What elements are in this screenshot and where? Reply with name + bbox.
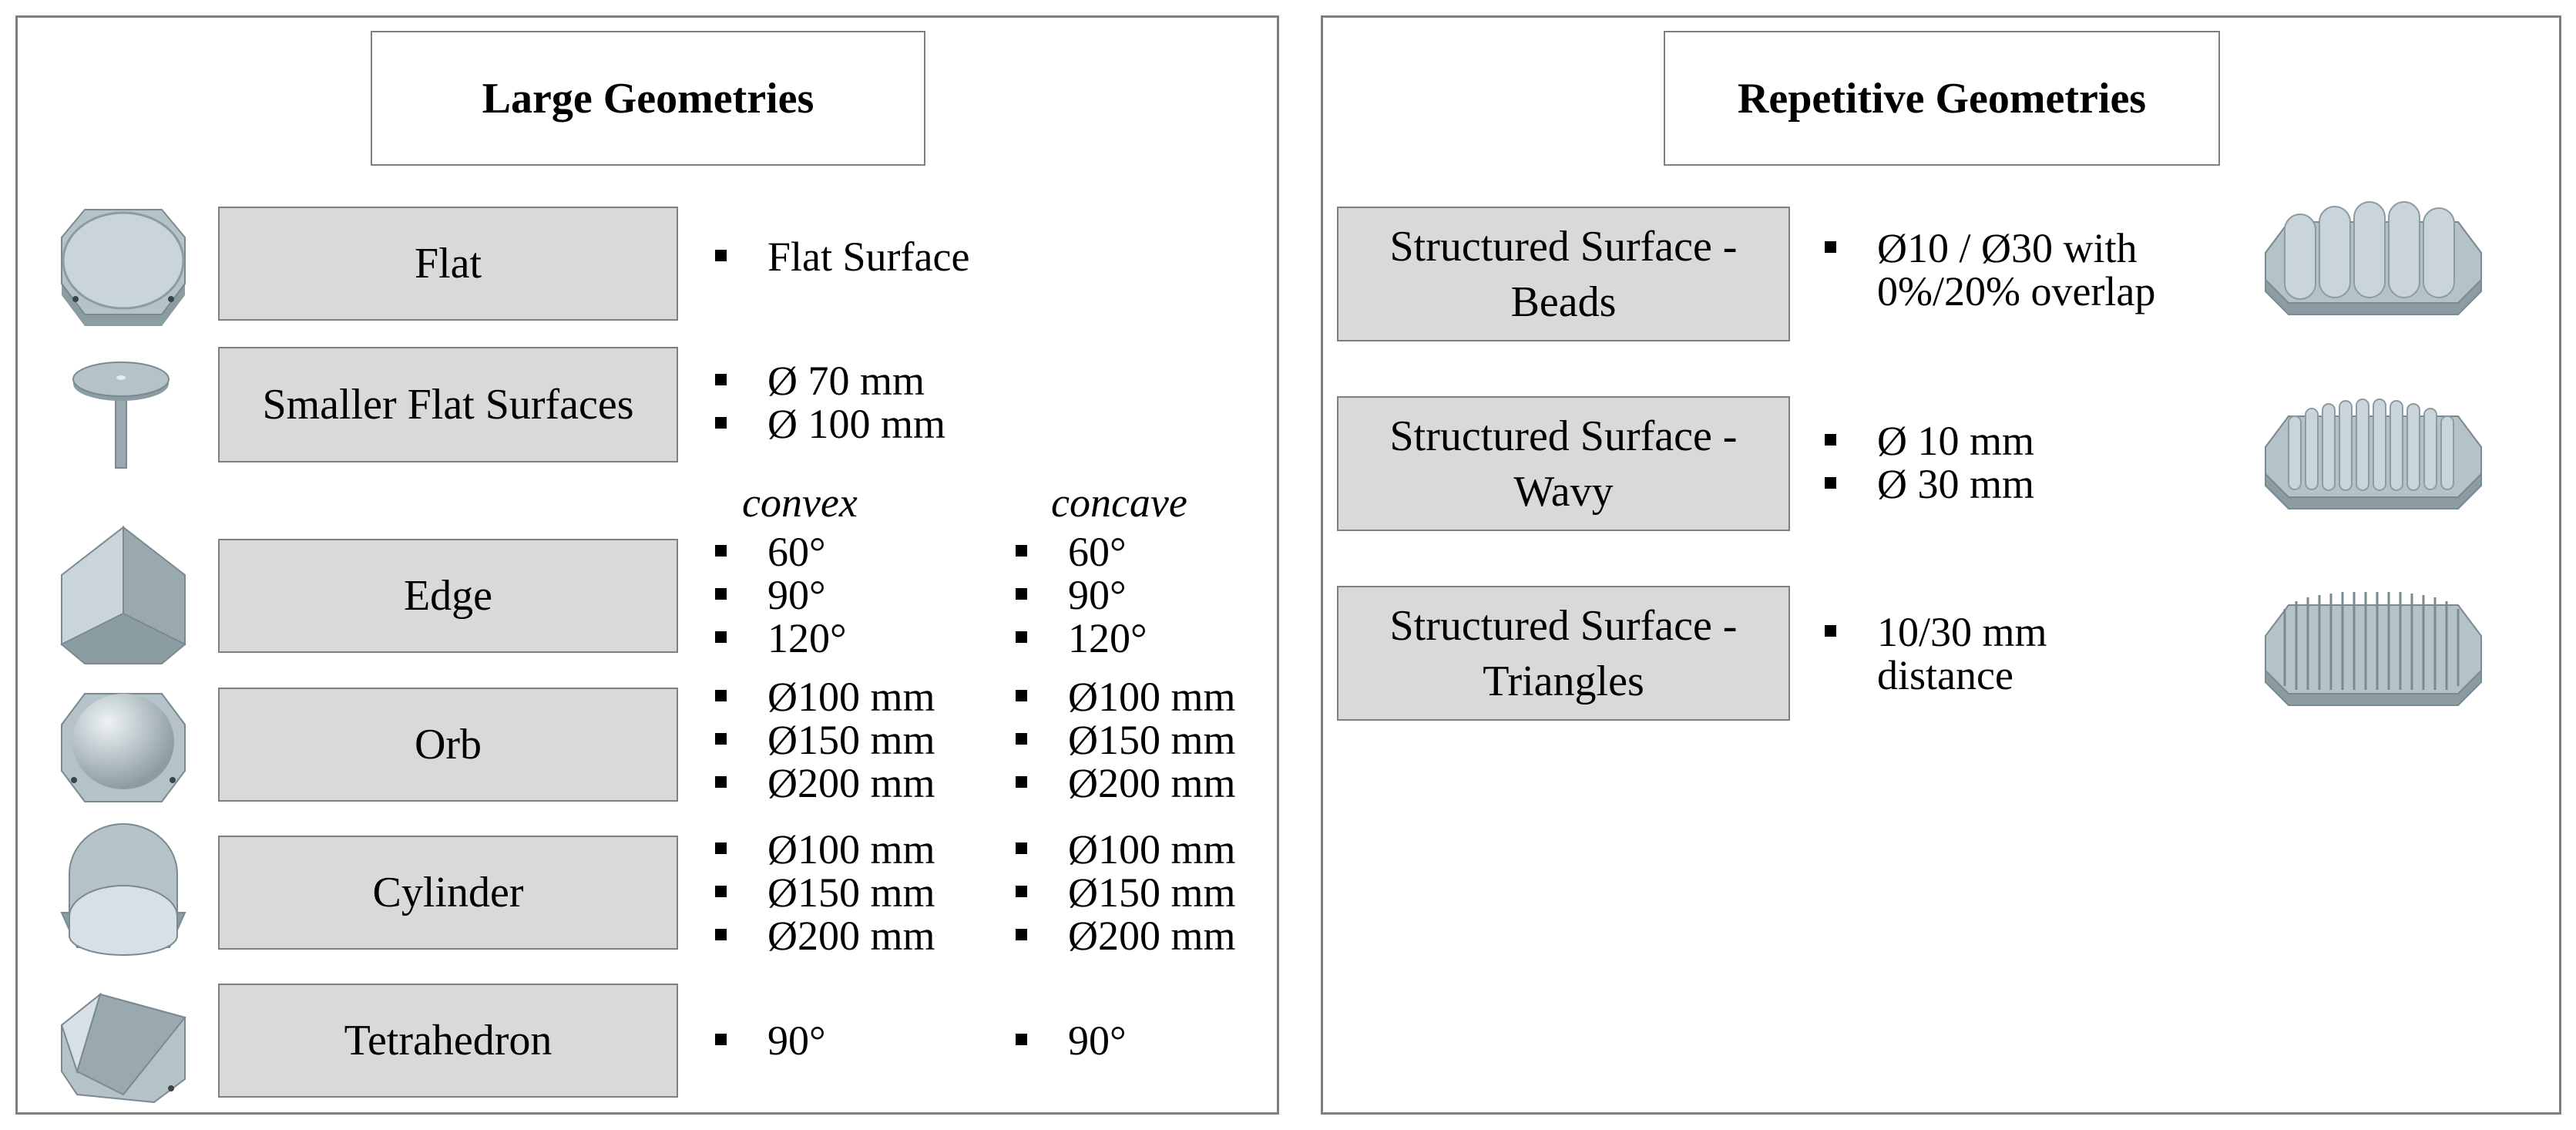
label-smaller-flat-surfaces-text: Smaller Flat Surfaces xyxy=(262,381,634,429)
label-cylinder xyxy=(218,836,678,950)
label-flat xyxy=(218,207,678,321)
edge-geometry-icon xyxy=(54,521,193,668)
concave-header: concave xyxy=(1051,479,1187,526)
label-beads-line1: Structured Surface - xyxy=(1389,222,1738,271)
flat-plate-icon xyxy=(46,199,200,330)
label-triangles-line1: Structured Surface - xyxy=(1389,601,1738,650)
small-flat-pedestal-icon xyxy=(68,356,176,472)
large-geometries-title: Large Geometries xyxy=(371,31,925,166)
repetitive-geometries-title: Repetitive Geometries xyxy=(1664,31,2220,166)
label-tetrahedron xyxy=(218,984,678,1098)
beads-surface-icon xyxy=(2258,191,2489,322)
label-beads-line2: Beads xyxy=(1510,277,1617,326)
label-wavy-line1: Structured Surface - xyxy=(1389,412,1738,460)
label-orb xyxy=(218,688,678,802)
cylinder-geometry-icon xyxy=(54,820,193,959)
label-wavy-line2: Wavy xyxy=(1513,467,1614,516)
wavy-surface-icon xyxy=(2258,385,2489,516)
label-structured-triangles xyxy=(1337,586,1790,721)
label-structured-wavy xyxy=(1337,396,1790,531)
label-smaller-flat-surfaces xyxy=(218,347,678,462)
label-flat-text: Flat xyxy=(414,240,482,288)
convex-header: convex xyxy=(742,479,858,526)
label-triangles-line2: Triangles xyxy=(1483,657,1644,705)
orb-geometry-icon xyxy=(54,678,193,809)
label-tetrahedron-text: Tetrahedron xyxy=(344,1017,552,1064)
tetrahedron-geometry-icon xyxy=(54,979,193,1106)
label-orb-text: Orb xyxy=(414,721,482,768)
triangles-surface-icon xyxy=(2258,578,2489,717)
label-edge xyxy=(218,539,678,653)
label-structured-beads xyxy=(1337,207,1790,341)
label-cylinder-text: Cylinder xyxy=(372,869,524,916)
label-edge-text: Edge xyxy=(403,572,493,620)
repetitive-geometries-panel xyxy=(1321,15,2561,1115)
